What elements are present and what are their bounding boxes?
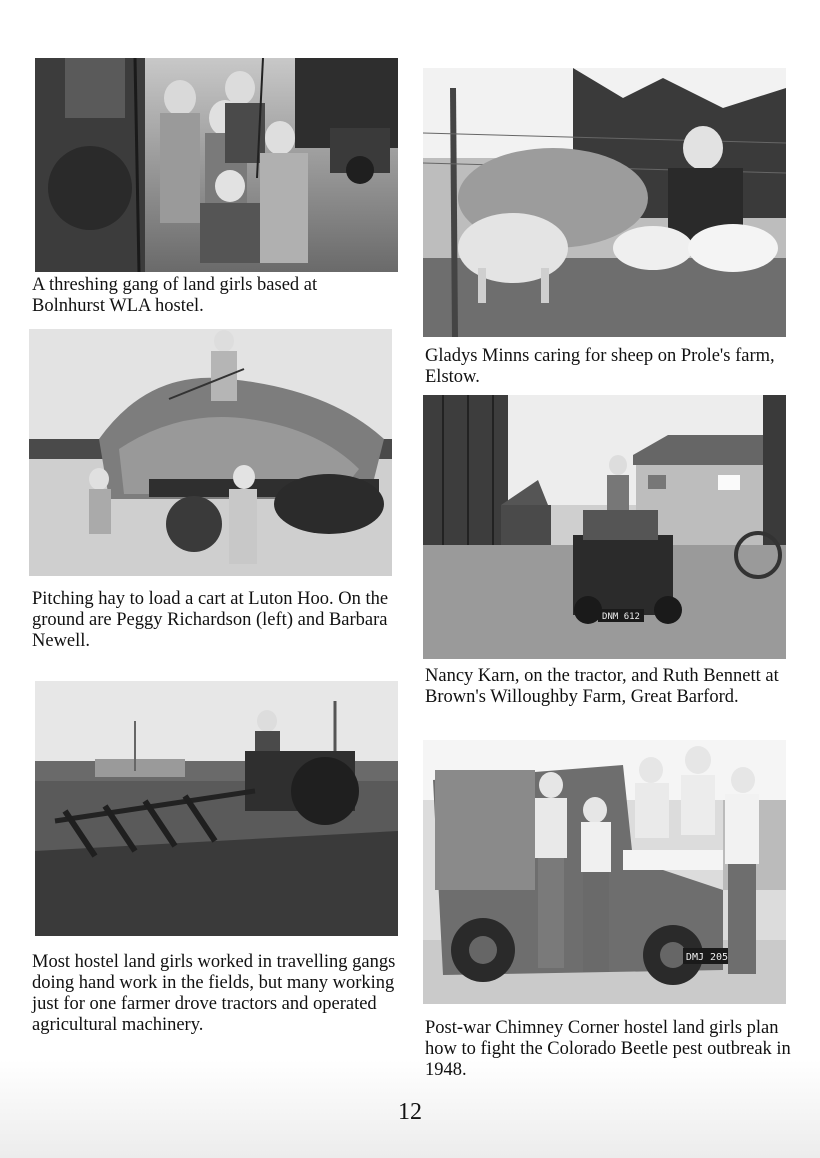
photo-ploughing xyxy=(35,681,398,936)
photo-pitching-hay xyxy=(29,329,392,576)
plate-text: DMJ 205 xyxy=(685,952,729,963)
photo-threshing-gang xyxy=(35,58,398,272)
caption-pitching-hay: Pitching hay to load a cart at Luton Hoo. On the ground are Peggy Richardson (left) and Barbara Newell. xyxy=(32,589,389,651)
plate-text: DNM 612 xyxy=(602,612,640,622)
photo-chimney-corner xyxy=(423,740,786,1004)
caption-threshing-gang: A threshing gang of land girls based at Bolnhurst WLA hostel. xyxy=(32,275,318,316)
caption-gladys-minns: Gladys Minns caring for sheep on Prole's farm, Elstow. xyxy=(425,346,775,387)
caption-nancy-karn: Nancy Karn, on the tractor, and Ruth Bennett at Brown's Willoughby Farm, Great Barford. xyxy=(425,666,779,707)
photo-gladys-minns xyxy=(423,68,786,337)
caption-chimney-corner: Post-war Chimney Corner hostel land girls plan how to fight the Colorado Beetle pest outbreak in 1948. xyxy=(425,1018,791,1080)
page-number: 12 xyxy=(398,1099,422,1125)
caption-ploughing: Most hostel land girls worked in travelling gangs doing hand work in the fields, but many working just for one farmer drove tractors and operated agricultural machinery. xyxy=(32,952,396,1035)
photo-nancy-karn xyxy=(423,395,786,659)
